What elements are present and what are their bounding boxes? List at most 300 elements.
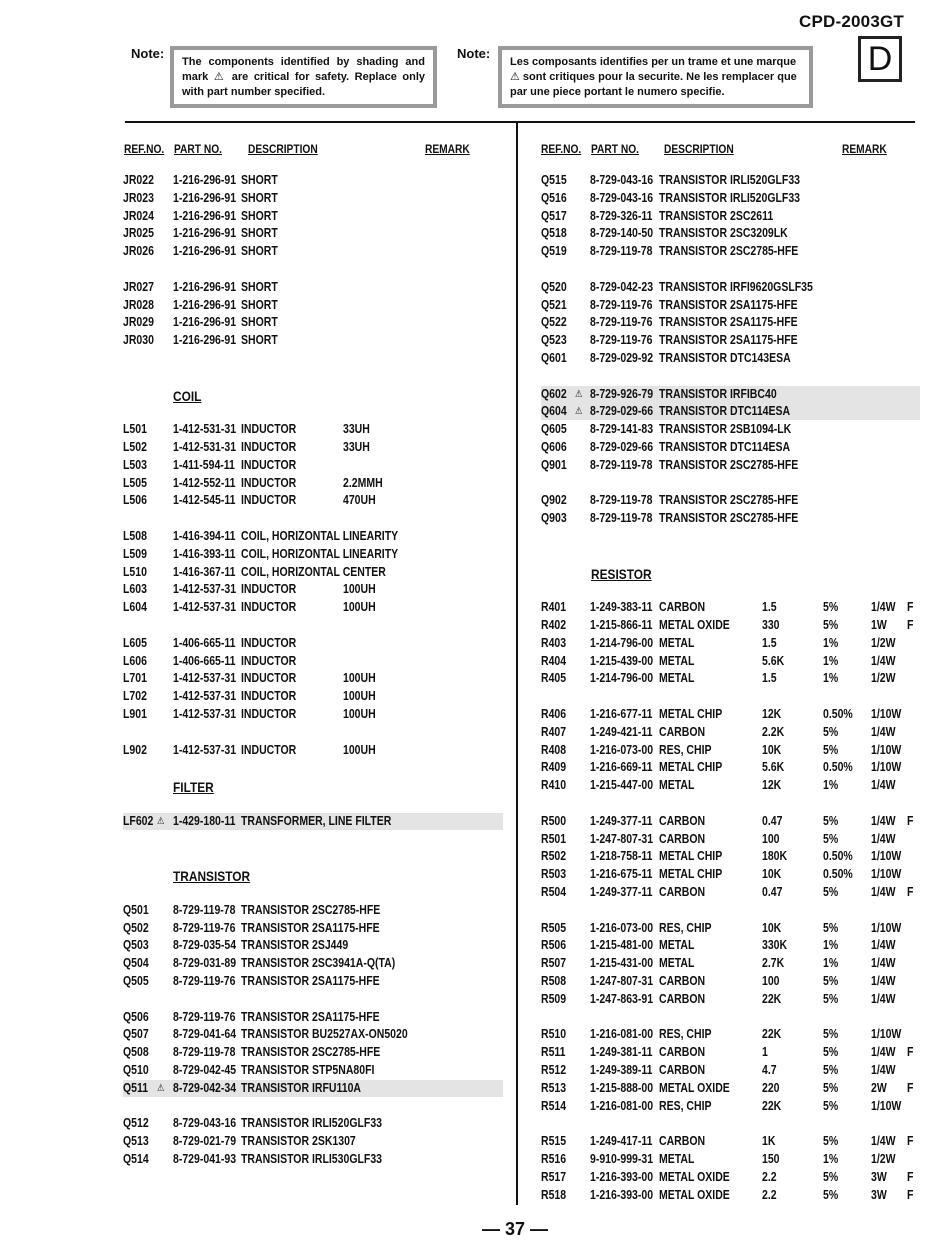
part-no: 1-216-677-11	[590, 707, 653, 721]
col-header-ref: REF.NO.	[541, 142, 582, 156]
ref-no: Q502	[123, 920, 149, 935]
wattage: 1/4W	[871, 938, 896, 953]
part-no: 8-729-140-50	[590, 226, 654, 241]
table-row	[123, 421, 503, 438]
table-row	[123, 314, 503, 331]
description: SHORT	[241, 333, 278, 348]
part-no: 1-214-796-00	[590, 635, 654, 650]
part-no: 1-412-531-31	[173, 440, 237, 454]
description: TRANSISTOR IRFIBC40	[659, 386, 777, 401]
part-no: 8-729-119-78	[590, 493, 653, 508]
value: 100UH	[343, 742, 376, 757]
value: 2.2K	[762, 724, 785, 739]
table-row	[123, 973, 503, 990]
description: TRANSISTOR 2SC2785-HFE	[659, 511, 799, 526]
ref-no: R510	[541, 1027, 567, 1042]
tolerance: 5%	[823, 600, 839, 615]
wattage: 1/10W	[871, 920, 902, 935]
part-no: 1-216-675-11	[590, 867, 653, 882]
description: TRANSISTOR 2SA1175-HFE	[241, 974, 380, 988]
description: TRANSISTOR 2SC2611	[659, 208, 774, 223]
ref-no: R513	[541, 1080, 567, 1095]
note-label-fr: Note:	[457, 46, 491, 61]
ref-no: Q506	[123, 1009, 149, 1024]
value: 100UH	[343, 600, 376, 615]
ref-no: Q601	[541, 351, 567, 365]
model-number: CPD-2003GT	[799, 12, 904, 31]
wattage: 1/4W	[871, 778, 896, 793]
description: SHORT	[241, 226, 278, 241]
description: INDUCTOR	[241, 689, 297, 704]
value: 100UH	[343, 707, 376, 721]
wattage: 1/4W	[871, 653, 896, 668]
part-no: 1-249-383-11	[590, 600, 653, 615]
ref-no: Q504	[123, 956, 149, 971]
tolerance: 5%	[823, 974, 839, 988]
ref-no: R516	[541, 1152, 567, 1166]
description: RES, CHIP	[659, 920, 712, 935]
part-no: 8-729-041-93	[173, 1152, 237, 1166]
col-header-part: PART NO.	[174, 142, 222, 156]
ref-no: R407	[541, 724, 567, 739]
wattage: 1/2W	[871, 1152, 896, 1166]
ref-no: R410	[541, 778, 567, 793]
table-row	[541, 955, 920, 972]
ref-no: R408	[541, 742, 567, 757]
part-no: 1-216-296-91	[173, 244, 237, 259]
part-no: 8-729-119-76	[590, 297, 653, 312]
part-no: 1-216-073-00	[590, 920, 654, 935]
description: CARBON	[659, 1045, 706, 1060]
description: INDUCTOR	[241, 457, 297, 472]
ref-no: LF602	[123, 813, 154, 828]
table-row	[123, 670, 503, 687]
col-header-description: DESCRIPTION	[664, 142, 734, 156]
table-row	[541, 190, 920, 207]
table-row	[541, 421, 920, 438]
description: TRANSISTOR IRLI520GLF33	[659, 190, 801, 205]
part-no: 1-416-393-11	[173, 546, 236, 561]
ref-no: Q512	[123, 1116, 149, 1131]
part-no: 1-216-393-00	[590, 1169, 654, 1184]
table-row	[541, 350, 920, 367]
table-row	[541, 1062, 920, 1079]
table-row	[541, 991, 920, 1008]
ref-no: JR029	[123, 315, 154, 330]
table-row	[123, 581, 503, 598]
ref-no: R409	[541, 760, 567, 775]
description: TRANSISTOR 2SK1307	[241, 1134, 356, 1149]
description: TRANSISTOR 2SC2785-HFE	[659, 493, 799, 508]
part-no: 1-216-081-00	[590, 1027, 654, 1042]
tolerance: 5%	[823, 1045, 839, 1060]
part-no: 8-729-119-76	[173, 974, 236, 988]
description: TRANSISTOR 2SC2785-HFE	[241, 1045, 381, 1060]
description: METAL OXIDE	[659, 1169, 730, 1184]
description: TRANSISTOR 2SC2785-HFE	[659, 457, 799, 472]
table-row	[541, 1169, 920, 1186]
part-no: 1-215-866-11	[590, 618, 653, 632]
ref-no: L702	[123, 689, 147, 704]
description: TRANSISTOR DTC114ESA	[659, 404, 791, 419]
ref-no: Q606	[541, 440, 567, 454]
tolerance: 1%	[823, 1152, 839, 1166]
part-no: 8-729-031-89	[173, 956, 237, 971]
description: TRANSISTOR 2SA1175-HFE	[659, 297, 798, 312]
wattage: 1/10W	[871, 867, 902, 882]
value: 5.6K	[762, 760, 785, 775]
part-no: 1-215-431-00	[590, 956, 654, 971]
wattage: 1/4W	[871, 1045, 896, 1060]
ref-no: L503	[123, 457, 147, 472]
table-row	[541, 1026, 920, 1043]
table-row	[541, 742, 920, 759]
description: RES, CHIP	[659, 1027, 712, 1042]
table-row	[123, 439, 503, 456]
description: CARBON	[659, 885, 706, 899]
part-no: 1-216-296-91	[173, 226, 237, 241]
wattage: 3W	[871, 1169, 887, 1184]
description: TRANSISTOR DTC143ESA	[659, 351, 791, 365]
tolerance: 5%	[823, 885, 839, 899]
tolerance: 5%	[823, 831, 839, 846]
ref-no: Q507	[123, 1027, 149, 1042]
description: METAL	[659, 938, 695, 953]
table-row	[541, 457, 920, 474]
table-row	[123, 920, 503, 937]
description: INDUCTOR	[241, 493, 297, 508]
part-no: 8-729-119-76	[173, 1009, 236, 1024]
ref-no: R505	[541, 920, 567, 935]
value: 100	[762, 974, 780, 988]
remark-flag: F	[907, 1169, 914, 1184]
part-no: 1-411-594-11	[173, 457, 235, 472]
description: TRANSISTOR 2SA1175-HFE	[659, 333, 798, 348]
value: 2.7K	[762, 956, 785, 971]
value: 1.5	[762, 635, 777, 650]
part-no: 1-215-481-00	[590, 938, 654, 953]
description: INDUCTOR	[241, 600, 297, 615]
table-row	[541, 386, 920, 403]
description: TRANSISTOR STP5NA80FI	[241, 1063, 375, 1077]
table-row	[541, 653, 920, 670]
wattage: 1/10W	[871, 707, 902, 721]
tolerance: 5%	[823, 618, 839, 632]
wattage: 1/10W	[871, 742, 902, 757]
description: SHORT	[241, 315, 278, 330]
table-row	[123, 225, 503, 242]
part-no: 1-416-367-11	[173, 564, 236, 579]
table-row	[123, 332, 503, 349]
table-row	[541, 813, 920, 830]
ref-no: L509	[123, 546, 147, 561]
description: METAL CHIP	[659, 707, 723, 721]
ref-no: L603	[123, 582, 147, 597]
description: CARBON	[659, 991, 706, 1006]
remark-flag: F	[907, 885, 914, 899]
part-no: 1-216-296-91	[173, 333, 237, 348]
safety-note-french: Les composants identifies per un trame et une marque ⚠ sont critiques pour la securite. Ne les remplacer que par une piece portant le numero specifie.	[498, 46, 813, 108]
tolerance: 0.50%	[823, 760, 853, 775]
col-header-description: DESCRIPTION	[248, 142, 318, 156]
table-row	[541, 706, 920, 723]
value: 0.47	[762, 885, 783, 899]
table-row	[541, 439, 920, 456]
remark-flag: F	[907, 1080, 914, 1095]
ref-no: R402	[541, 618, 567, 632]
tolerance: 1%	[823, 956, 839, 971]
part-no: 1-215-447-00	[590, 778, 654, 793]
ref-no: L902	[123, 742, 147, 757]
value: 2.2	[762, 1187, 777, 1202]
wattage: 3W	[871, 1187, 887, 1202]
table-row	[123, 599, 503, 616]
tolerance: 1%	[823, 671, 839, 686]
section-title: COIL	[173, 387, 202, 404]
wattage: 1/4W	[871, 974, 896, 988]
description: TRANSISTOR 2SC2785-HFE	[241, 902, 381, 917]
part-no: 1-216-669-11	[590, 760, 653, 775]
safety-note-english: The components identified by shading and mark ⚠ are critical for safety. Replace only with part number specified.	[170, 46, 437, 108]
ref-no: Q505	[123, 974, 149, 988]
part-no: 8-729-043-16	[590, 190, 654, 205]
description: TRANSFORMER, LINE FILTER	[241, 813, 392, 828]
remark-flag: F	[907, 600, 914, 615]
description: TRANSISTOR IRLI520GLF33	[241, 1116, 383, 1131]
table-row	[123, 813, 503, 830]
ref-no: Q515	[541, 173, 567, 187]
wattage: 1/2W	[871, 635, 896, 650]
tolerance: 5%	[823, 724, 839, 739]
table-row	[123, 1151, 503, 1168]
wattage: 2W	[871, 1080, 887, 1095]
ref-no: R500	[541, 813, 567, 828]
wattage: 1/4W	[871, 831, 896, 846]
part-no: 1-412-537-31	[173, 689, 237, 704]
description: COIL, HORIZONTAL LINEARITY	[241, 529, 399, 543]
value: 22K	[762, 1027, 782, 1042]
value: 220	[762, 1080, 780, 1095]
tolerance: 0.50%	[823, 849, 853, 864]
description: TRANSISTOR 2SC2785-HFE	[659, 244, 799, 259]
safety-critical-icon: ⚠	[157, 815, 165, 827]
part-no: 1-406-665-11	[173, 653, 236, 668]
section-title: FILTER	[173, 779, 214, 796]
description: TRANSISTOR IRFU110A	[241, 1080, 362, 1095]
ref-no: JR030	[123, 333, 154, 348]
table-row	[123, 492, 503, 509]
table-row	[541, 1133, 920, 1150]
description: COIL, HORIZONTAL CENTER	[241, 564, 386, 579]
ref-no: R401	[541, 600, 567, 615]
ref-no: Q513	[123, 1134, 149, 1149]
ref-no: Q503	[123, 938, 149, 953]
part-no: 1-412-537-31	[173, 600, 237, 615]
table-row	[123, 297, 503, 314]
description: INDUCTOR	[241, 707, 297, 721]
description: TRANSISTOR IRFI9620GSLF35	[659, 279, 813, 294]
part-no: 1-247-807-31	[590, 831, 654, 846]
description: CARBON	[659, 813, 706, 828]
ref-no: L502	[123, 440, 147, 454]
ref-no: R509	[541, 991, 567, 1006]
description: SHORT	[241, 173, 278, 187]
value: 100UH	[343, 689, 376, 704]
part-no: 8-729-042-23	[590, 279, 654, 294]
table-row	[123, 208, 503, 225]
part-no: 1-416-394-11	[173, 529, 236, 543]
tolerance: 1%	[823, 653, 839, 668]
ref-no: L508	[123, 529, 147, 543]
table-row	[541, 599, 920, 616]
part-no: 8-729-141-83	[590, 422, 654, 437]
tolerance: 5%	[823, 1134, 839, 1149]
part-no: 8-729-029-66	[590, 440, 654, 454]
description: METAL	[659, 956, 695, 971]
table-row	[541, 403, 920, 420]
ref-no: R514	[541, 1098, 567, 1113]
table-row	[123, 1115, 503, 1132]
description: CARBON	[659, 831, 706, 846]
tolerance: 5%	[823, 1098, 839, 1113]
ref-no: Q605	[541, 422, 567, 437]
table-row	[123, 955, 503, 972]
table-row	[123, 190, 503, 207]
part-no: 1-249-377-11	[590, 813, 653, 828]
description: METAL OXIDE	[659, 1080, 730, 1095]
description: INDUCTOR	[241, 671, 297, 686]
value: 5.6K	[762, 653, 785, 668]
ref-no: R501	[541, 831, 567, 846]
part-no: 8-729-041-64	[173, 1027, 237, 1042]
section-badge: D	[858, 36, 902, 82]
part-no: 9-910-999-31	[590, 1152, 654, 1166]
part-no: 1-216-296-91	[173, 297, 237, 312]
wattage: 1/10W	[871, 760, 902, 775]
description: SHORT	[241, 297, 278, 312]
ref-no: Q520	[541, 279, 567, 294]
tolerance: 5%	[823, 1027, 839, 1042]
table-row	[541, 884, 920, 901]
part-no: 1-247-863-91	[590, 991, 654, 1006]
ref-no: R511	[541, 1045, 566, 1060]
table-row	[541, 1151, 920, 1168]
description: TRANSISTOR 2SJ449	[241, 938, 349, 953]
ref-no: JR027	[123, 279, 154, 294]
table-row	[123, 688, 503, 705]
description: TRANSISTOR IRLI520GLF33	[659, 173, 801, 187]
description: METAL CHIP	[659, 849, 723, 864]
description: METAL CHIP	[659, 867, 723, 882]
part-no: 8-729-119-78	[173, 1045, 236, 1060]
part-no: 1-429-180-11	[173, 813, 236, 828]
ref-no: Q501	[123, 902, 149, 917]
ref-no: Q510	[123, 1063, 149, 1077]
table-row	[541, 635, 920, 652]
description: CARBON	[659, 724, 706, 739]
wattage: 1/10W	[871, 1027, 902, 1042]
value: 10K	[762, 920, 782, 935]
part-no: 8-729-119-78	[590, 457, 653, 472]
description: METAL	[659, 778, 695, 793]
table-row	[123, 902, 503, 919]
ref-no: R503	[541, 867, 567, 882]
table-row	[541, 831, 920, 848]
wattage: 1/2W	[871, 671, 896, 686]
description: INDUCTOR	[241, 582, 297, 597]
part-no: 1-216-073-00	[590, 742, 654, 757]
description: RES, CHIP	[659, 1098, 712, 1113]
ref-no: L604	[123, 600, 147, 615]
wattage: 1/10W	[871, 849, 902, 864]
ref-no: Q516	[541, 190, 567, 205]
table-row	[541, 724, 920, 741]
description: TRANSISTOR 2SB1094-LK	[659, 422, 792, 437]
table-row	[541, 1098, 920, 1115]
safety-critical-icon: ⚠	[575, 406, 583, 418]
description: CARBON	[659, 600, 706, 615]
table-row	[541, 172, 920, 189]
table-row	[123, 546, 503, 563]
tolerance: 0.50%	[823, 867, 853, 882]
ref-no: JR028	[123, 297, 154, 312]
part-no: 1-215-888-00	[590, 1080, 654, 1095]
part-no: 1-412-531-31	[173, 422, 237, 437]
description: INDUCTOR	[241, 440, 297, 454]
remark-flag: F	[907, 1187, 914, 1202]
ref-no: Q903	[541, 511, 567, 526]
ref-no: R518	[541, 1187, 567, 1202]
ref-no: R517	[541, 1169, 567, 1184]
table-row	[123, 1044, 503, 1061]
table-row	[123, 706, 503, 723]
part-no: 8-729-021-79	[173, 1134, 237, 1149]
ref-no: Q517	[541, 208, 567, 223]
description: INDUCTOR	[241, 475, 297, 490]
value: 22K	[762, 1098, 782, 1113]
description: METAL OXIDE	[659, 1187, 730, 1202]
table-row	[541, 208, 920, 225]
description: TRANSISTOR IRLI530GLF33	[241, 1152, 383, 1166]
tolerance: 1%	[823, 778, 839, 793]
ref-no: Q522	[541, 315, 567, 330]
part-no: 1-216-393-00	[590, 1187, 654, 1202]
part-no: 1-216-296-91	[173, 315, 237, 330]
tolerance: 5%	[823, 991, 839, 1006]
value: 0.47	[762, 813, 783, 828]
table-row	[123, 1009, 503, 1026]
ref-no: R502	[541, 849, 567, 864]
value: 330	[762, 618, 780, 632]
column-divider	[516, 123, 518, 1205]
description: TRANSISTOR DTC114ESA	[659, 440, 791, 454]
col-header-remark: REMARK	[842, 142, 887, 156]
part-no: 1-216-296-91	[173, 173, 237, 187]
table-row	[541, 314, 920, 331]
ref-no: Q519	[541, 244, 567, 259]
tolerance: 1%	[823, 635, 839, 650]
ref-no: Q523	[541, 333, 567, 348]
part-no: 8-729-119-78	[590, 244, 653, 259]
ref-no: Q604	[541, 404, 567, 419]
value: 1K	[762, 1134, 776, 1149]
description: METAL	[659, 671, 695, 686]
part-no: 1-412-537-31	[173, 671, 237, 686]
table-row	[123, 635, 503, 652]
description: METAL	[659, 635, 695, 650]
ref-no: L606	[123, 653, 147, 668]
part-no: 8-729-042-34	[173, 1080, 237, 1095]
